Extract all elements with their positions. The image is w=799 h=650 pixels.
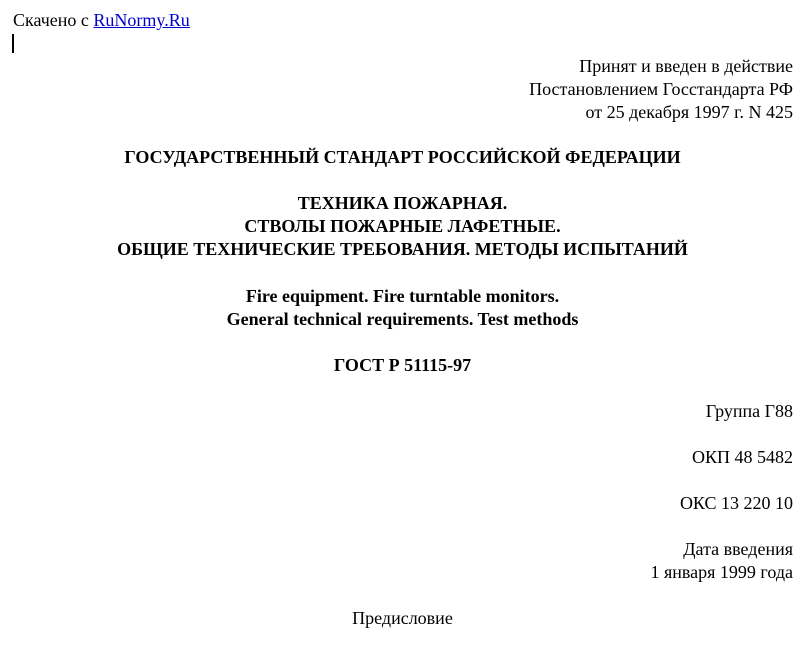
foreword-heading: Предисловие (352, 608, 453, 628)
text-cursor (12, 34, 14, 53)
download-prefix-text: Скачено с (13, 10, 94, 30)
download-source-line (13, 9, 190, 32)
adoption-line-3: от 25 декабря 1997 г. N 425 (585, 102, 793, 122)
adoption-line-1: Принят и введен в действие (579, 56, 793, 76)
title-en-line-1: Fire equipment. Fire turntable monitors. (245, 286, 560, 306)
title-en-line-2: General technical requirements. Test methods (226, 309, 579, 329)
oks-code: ОКС 13 220 10 (679, 493, 793, 513)
title-ru-line-2: СТВОЛЫ ПОЖАРНЫЕ ЛАФЕТНЫЕ. (244, 216, 561, 236)
intro-date-label: Дата введения (683, 539, 793, 559)
runormy-link[interactable]: RuNormy.Ru (93, 10, 190, 30)
gost-code: ГОСТ Р 51115-97 (333, 355, 472, 375)
okp-code: ОКП 48 5482 (691, 447, 793, 467)
group-code: Группа Г88 (705, 401, 793, 421)
state-standard-heading: ГОСУДАРСТВЕННЫЙ СТАНДАРТ РОССИЙСКОЙ ФЕДЕРАЦИИ (124, 147, 681, 167)
intro-date-value: 1 января 1999 года (650, 562, 793, 582)
title-ru-line-3: ОБЩИЕ ТЕХНИЧЕСКИЕ ТРЕБОВАНИЯ. МЕТОДЫ ИСПЫТАНИЙ (117, 239, 688, 259)
adoption-line-2: Постановлением Госстандарта РФ (529, 79, 793, 99)
title-ru-line-1: ТЕХНИКА ПОЖАРНАЯ. (297, 193, 508, 213)
